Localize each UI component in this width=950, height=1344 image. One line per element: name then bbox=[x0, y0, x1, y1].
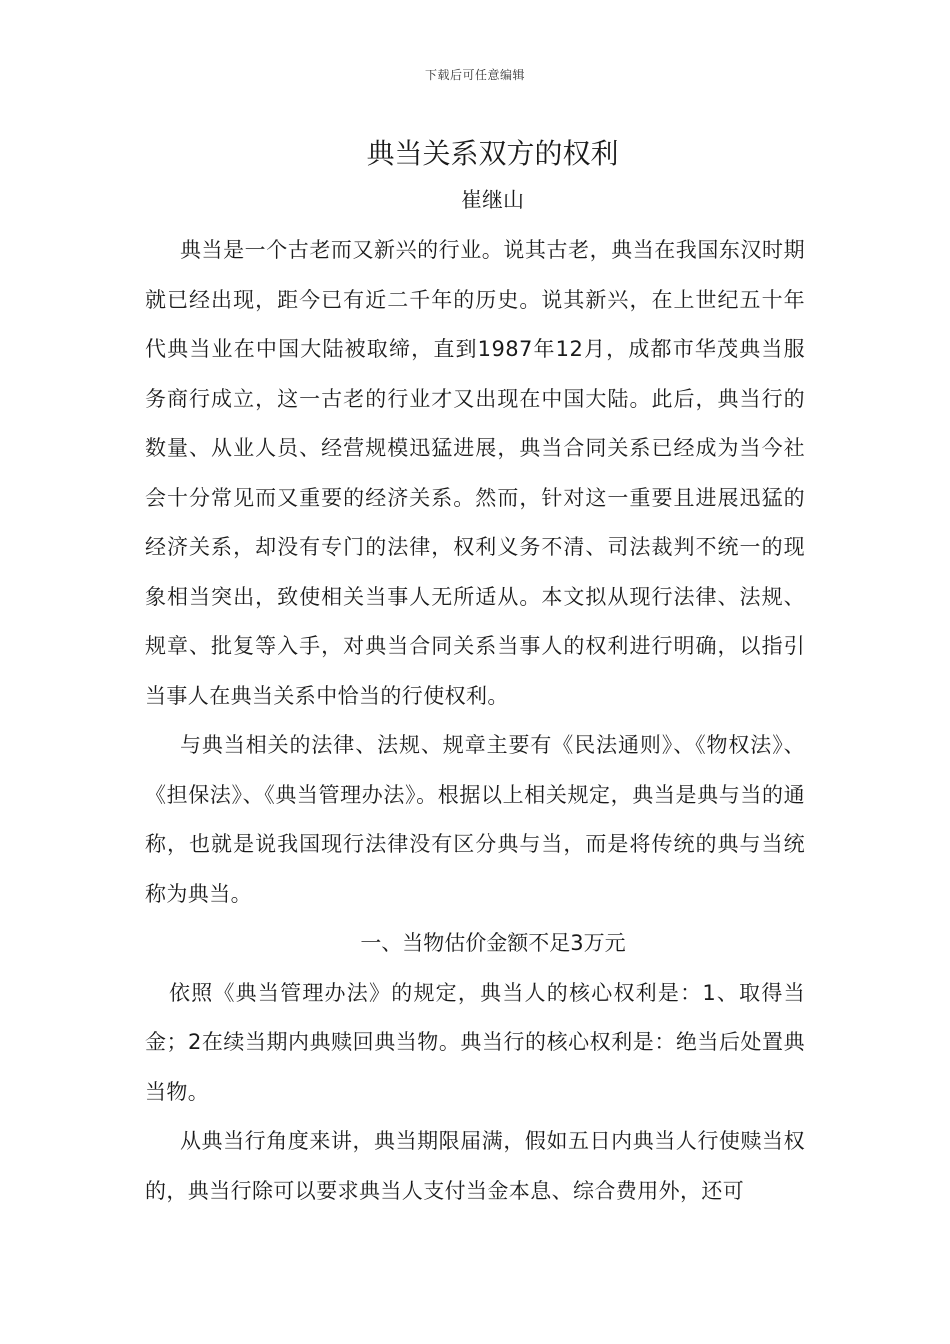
paragraph-redemption: 从典当行角度来讲，典当期限届满，假如五日内典当人行使赎当权的，典当行除可以要求典当人支付当金本息、综合费用外，还可 bbox=[145, 1129, 805, 1203]
paragraph-legal-basis: 与典当相关的法律、法规、规章主要有《民法通则》、《物权法》、《担保法》、《典当管理办法》。根据以上相关规定，典当是典与当的通称，也就是说我国现行法律没有区分典与当，而是将传统的典与当统称为典当。 bbox=[145, 733, 805, 906]
document-body bbox=[145, 226, 805, 1216]
header-note: 下载后可任意编辑 bbox=[424, 68, 525, 82]
paragraph-core-rights: 依照《典当管理办法》的规定，典当人的核心权利是：1、取得当金；2在续当期内典赎回典当物。典当行的核心权利是：绝当后处置典当物。 bbox=[145, 980, 805, 1104]
paragraph-intro: 典当是一个古老而又新兴的行业。说其古老，典当在我国东汉时期就已经出现，距今已有近二千年的历史。说其新兴，在上世纪五十年代典当业在中国大陆被取缔，直到1987年12月，成都市华茂典当服务商行成立，这一古老的行业才又出现在中国大陆。此后，典当行的数量、从业人员、经营规模迅猛进展，典当合同关系已经成为当今社会十分常见而又重要的经济关系。然而，针对这一重要且进展迅猛的经济关系，却没有专门的法律，权利义务不清、司法裁判不统一的现象相当突出，致使相关当事人无所适从。本文拟从现行法律、法规、规章、批复等入手，对典当合同关系当事人的权利进行明确，以指引当事人在典当关系中恰当的行使权利。 bbox=[145, 238, 805, 708]
section-heading: 一、当物估价金额不足3万元 bbox=[360, 931, 626, 955]
document-author: 崔继山 bbox=[461, 188, 524, 212]
document-title: 典当关系双方的权利 bbox=[366, 137, 619, 170]
